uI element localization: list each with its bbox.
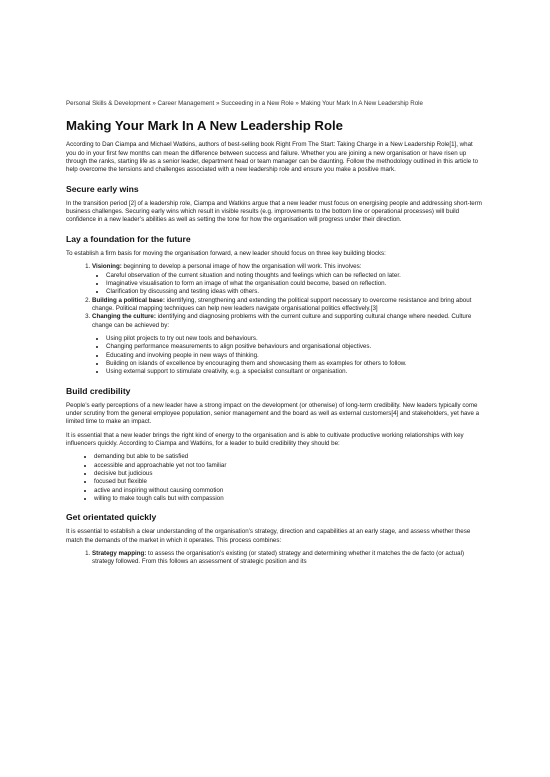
sub-list-item: • Educating and involving people in new ways of thinking. — [106, 352, 484, 360]
early-wins-paragraph: In the transition period [2] of a leadership role, Ciampa and Watkins argue that a new leader must focus on energising people and addressing short-term business challenges. Securing early wins which result in visible results (e.g. improvements to the bottom line or operational processes) will build confidence in a new leader’s abilities as well as setting the tone for how the organisation will progress under their direction. — [66, 199, 482, 224]
section-heading-foundation: Lay a foundation for the future — [66, 233, 191, 244]
section-heading-early-wins: Secure early wins — [66, 183, 139, 194]
sub-list-item: • Changing performance measurements to align positive behaviours and organisational objectives. — [106, 343, 484, 351]
list-item-text: to assess the organisation’s existing (or stated) strategy and determining whether it matches the de facto (or actual) strategy followed. From this follows an assessment of strategic position and its — [92, 550, 465, 566]
sub-list-item: • Clarification by discussing and testing ideas with others. — [106, 288, 484, 296]
sub-list-item: • Careful observation of the current situation and noting thoughts and feelings which can be reflected on later. — [106, 272, 484, 280]
foundation-paragraph: To establish a firm basis for moving the organisation forward, a new leader should focus on three key building blocks: — [66, 249, 386, 257]
building-blocks-list — [66, 263, 484, 376]
list-item — [92, 263, 484, 296]
section-heading-orientation: Get orientated quickly — [66, 512, 157, 523]
sub-list-item: • Using external support to stimulate creativity, e.g. a specialist consultant or organisation. — [106, 368, 484, 376]
list-item — [92, 550, 484, 567]
orientation-list — [66, 550, 484, 567]
credibility-list — [66, 453, 484, 503]
list-item-label: Building a political base: — [92, 296, 165, 304]
list-item — [92, 313, 484, 376]
list-item-label: Visioning: — [92, 263, 122, 271]
list-item: • accessible and approachable yet not too familiar — [94, 462, 484, 470]
page-title: Making Your Mark In A New Leadership Role — [66, 118, 343, 134]
list-item-text: identifying, strengthening and extending the political support necessary to overcome resistance and bring about change. Political mapping techniques can help new leaders navigate organisational politics effectively.[3] — [92, 296, 472, 312]
breadcrumb: Personal Skills & Development » Career Management » Succeeding in a New Role » Making Your Mark In A New Leadership Role — [66, 100, 424, 107]
list-item-text: beginning to develop a personal image of how the organisation will work. This involves: — [121, 263, 362, 271]
credibility-paragraph-1: People’s early perceptions of a new leader have a strong impact on the development (or otherwise) of long-term credibility. New leaders typically come under scrutiny from the general employee population, senior management and the board as well as external customers[4] and stakeholders, yet have a limited time to make an impact. — [66, 401, 480, 426]
sub-list-item: • Imaginative visualisation to form an image of what the organisation could become, based on reflection. — [106, 280, 484, 288]
orientation-paragraph: It is essential to establish a clear understanding of the organisation’s strategy, direction and capabilities at an early stage, and assess whether these match the demands of the market in which it operates. This process combines: — [66, 528, 471, 544]
list-item: • willing to make tough calls but with compassion — [94, 495, 484, 503]
sub-list-item: • Using pilot projects to try out new tools and behaviours. — [106, 335, 484, 343]
list-item — [92, 297, 484, 314]
intro-paragraph: According to Dan Ciampa and Michael Watkins, authors of best-selling book Right From The Start: Taking Charge in a New Leadership Role[1], what you do in your first few months can mean the difference between success and failure. Whether you are joining a new organisation or have risen up through the ranks, starting life as a senior leader, department head or team manager can be daunting. Follow the methodology outlined in this article to help overcome the tensions and challenges associated with a new leadership role and ensure you make a positive mark. — [66, 141, 479, 174]
list-item: • decisive but judicious — [94, 470, 484, 478]
section-heading-credibility: Build credibility — [66, 385, 131, 396]
sub-list-item: • Building on islands of excellence by encouraging them and showcasing them as examples for others to follow. — [106, 360, 484, 368]
credibility-paragraph-2: It is essential that a new leader brings the right kind of energy to the organisation and is able to cultivate productive working relationships with key influencers quickly. According to Ciampa and Watkins, for a leader to build credibility they should be: — [66, 431, 464, 447]
list-item: • active and inspiring without causing commotion — [94, 487, 484, 495]
list-item-label: Changing the culture: — [92, 313, 156, 321]
list-item-text: identifying and diagnosing problems with the current culture and supporting cultural change where needed. Culture change can be achieved by: — [92, 313, 472, 329]
list-item: • demanding but able to be satisfied — [94, 453, 484, 461]
sub-list — [92, 335, 484, 377]
list-item: • focused but flexible — [94, 478, 484, 486]
list-item-label: Strategy mapping: — [92, 550, 147, 558]
sub-list — [92, 272, 484, 297]
